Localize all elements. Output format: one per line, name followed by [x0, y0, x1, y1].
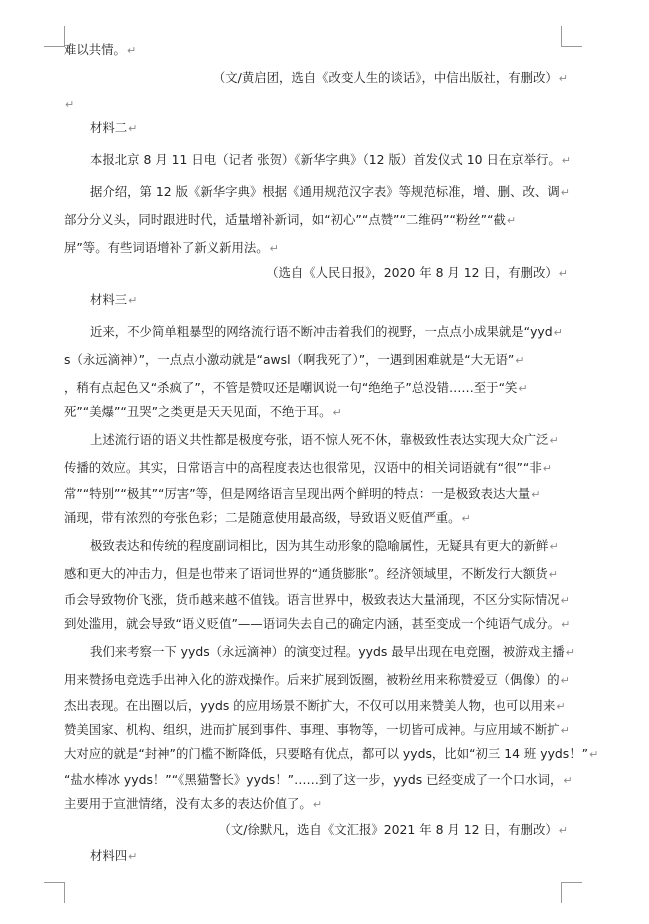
line-text: 到处滥用，就会导致“语义贬值”——语词失去自己的确定内涵，甚至变成一个纯语气成分。	[64, 616, 561, 631]
text-line	[64, 698, 582, 715]
text-line	[64, 486, 582, 503]
paragraph-mark-icon: ↵	[563, 774, 573, 787]
paragraph-mark-icon: ↵	[560, 674, 570, 687]
paragraph-mark-icon: ↵	[560, 186, 570, 199]
line-text: 难以共情。	[64, 42, 126, 57]
text-line	[64, 746, 599, 763]
line-text: 我们来考察一下 yyds（永远滴神）的演变过程。yyds 最早出现在电竞圈，被游戏主播	[90, 644, 565, 659]
line-text: 本报北京 8 月 11 日电（记者 张贺）《新华字典》（12 版）首发仪式 10 日在京举行。	[90, 152, 561, 167]
line-text: （文/徐默凡，选自《文汇报》2021 年 8 月 12 日，有删改）	[218, 822, 558, 837]
paragraph-mark-icon: ↵	[461, 512, 471, 525]
line-text: ，稍有点起色又“杀疯了”，不管是赞叹还是嘲讽说一句“绝绝子”总没错……至于“笑	[64, 380, 518, 395]
source-citation	[40, 70, 568, 87]
text-line	[64, 380, 582, 397]
line-text: （文/黄启团，选自《改变人生的谈话》，中信出版社，有删改）	[212, 70, 558, 85]
line-text: 材料二	[90, 120, 128, 135]
section-heading	[64, 848, 608, 865]
line-text: 主要用于宣泄情绪，没有太多的表达价值了。	[64, 796, 312, 811]
paragraph-mark-icon: ↵	[558, 267, 568, 280]
line-text: 材料四	[90, 848, 128, 863]
paragraph-mark-icon: ↵	[558, 824, 568, 837]
paragraph-mark-icon: ↵	[548, 568, 558, 581]
text-line	[64, 432, 608, 449]
line-text: 传播的效应。其实，日常语言中的高程度表达也很常见，汉语中的相关词语就有“很”“非	[64, 460, 542, 475]
line-text: 常”“特别”“极其”“厉害”等，但是网络语言呈现出两个鲜明的特点：一是极致表达大量	[64, 486, 531, 501]
page-corner-mark-bottom-right	[561, 882, 582, 903]
paragraph-mark-icon: ↵	[65, 98, 75, 111]
paragraph-mark-icon: ↵	[312, 798, 323, 811]
line-text: 感和更大的冲击力，但是也带来了语词世界的“通货膨胀”。经济领域里，不断发行大额货	[64, 566, 548, 581]
paragraph-mark-icon: ↵	[549, 434, 559, 447]
line-text: 上述流行语的语义共性都是极度夸张，语不惊人死不休，靠极致性表达实现大众广泛	[90, 432, 549, 447]
line-text: 据介绍，第 12 版《新华字典》根据《通用规范汉字表》等规范标准，增、删、改、调	[90, 184, 560, 199]
text-line	[64, 538, 608, 555]
paragraph-mark-icon: ↵	[553, 326, 563, 339]
section-heading	[64, 292, 608, 309]
paragraph-mark-icon: ↵	[560, 594, 570, 607]
paragraph-mark-icon: ↵	[549, 540, 559, 553]
line-text: s（永远滴神）”，一点点小激动就是“awsl（啊我死了）”，一遇到困难就是“大无语”	[64, 352, 515, 367]
paragraph-mark-icon: ↵	[558, 72, 568, 85]
line-text: 死”“美爆”“丑哭”之类更是天天见面，不绝于耳。	[64, 404, 332, 419]
paragraph-mark-icon: ↵	[565, 646, 575, 659]
text-line	[64, 772, 582, 789]
paragraph-mark-icon: ↵	[589, 748, 599, 761]
paragraph-mark-icon: ↵	[332, 406, 342, 419]
line-text: 部分分义头，同时跟进时代，适量增补新词，如“初心”“点赞”“二维码”“粉丝”“截	[64, 212, 506, 227]
text-line	[64, 42, 582, 59]
line-text: “盐水棒冰 yyds！”“《黑猫警长》yyds！”……到了这一步，yyds 已经变成了一个口水词，	[64, 772, 563, 787]
paragraph-mark-icon: ↵	[128, 122, 138, 135]
text-line	[64, 324, 608, 341]
text-line	[64, 796, 582, 813]
text-line	[64, 352, 582, 369]
text-line	[64, 96, 582, 113]
paragraph-mark-icon: ↵	[560, 724, 570, 737]
paragraph-mark-icon: ↵	[531, 488, 541, 501]
paragraph-mark-icon: ↵	[126, 44, 137, 57]
line-text: （选自《人民日报》，2020 年 8 月 12 日，有删改）	[266, 265, 558, 280]
text-line	[64, 240, 582, 257]
line-text: 币会导致物价飞涨，货币越来越不值钱。语言世界中，极致表达大量涌现，不区分实际情况	[64, 592, 560, 607]
text-line	[64, 592, 582, 609]
paragraph-mark-icon: ↵	[561, 618, 571, 631]
text-line	[64, 404, 582, 421]
line-text: 杰出表现。在出圈以后，yyds 的应用场景不断扩大，不仅可以用来赞美人物，也可以用来	[64, 698, 556, 713]
paragraph-mark-icon: ↵	[128, 850, 138, 863]
paragraph-mark-icon: ↵	[518, 382, 528, 395]
paragraph-mark-icon: ↵	[515, 354, 525, 367]
paragraph-mark-icon: ↵	[269, 242, 279, 255]
line-text: 材料三	[90, 292, 128, 307]
text-line	[64, 616, 582, 633]
line-text: 涌现，带有浓烈的夸张色彩；二是随意使用最高级，导致语义贬值严重。	[64, 510, 461, 525]
source-citation	[40, 265, 568, 282]
text-line	[64, 184, 608, 201]
paragraph-mark-icon: ↵	[542, 462, 552, 475]
page-corner-mark-top-left	[44, 26, 65, 47]
line-text: 屏”等。有些词语增补了新义新用法。	[64, 240, 269, 255]
line-text: 大对应的就是“封神”的门槛不断降低，只要略有优点，都可以 yyds，比如“初三 14 班 yyds！”	[64, 746, 589, 761]
line-text: 用来赞扬电竞选手出神入化的游戏操作。后来扩展到饭圈，被粉丝用来称赞爱豆（偶像）的	[64, 672, 560, 687]
paragraph-mark-icon: ↵	[506, 214, 517, 227]
text-line	[64, 510, 582, 527]
text-line	[64, 152, 608, 169]
section-heading	[64, 120, 608, 137]
line-text: 赞美国家、机构、组织，进而扩展到事件、事理、事物等，一切皆可成神。与应用域不断扩	[64, 722, 560, 737]
text-line	[64, 460, 582, 477]
paragraph-mark-icon: ↵	[561, 154, 572, 167]
text-line	[64, 722, 582, 739]
line-text: 近来，不少简单粗暴型的网络流行语不断冲击着我们的视野，一点点小成果就是“yyd	[90, 324, 553, 339]
text-line	[64, 212, 582, 229]
text-line	[64, 644, 608, 661]
text-line	[64, 672, 582, 689]
paragraph-mark-icon: ↵	[128, 294, 138, 307]
page-corner-mark-bottom-left	[44, 882, 65, 903]
paragraph-mark-icon: ↵	[556, 700, 566, 713]
line-text: 极致表达和传统的程度副词相比，因为其生动形象的隐喻属性，无疑具有更大的新鲜	[90, 538, 549, 553]
source-citation	[40, 822, 568, 839]
text-line	[64, 566, 582, 583]
